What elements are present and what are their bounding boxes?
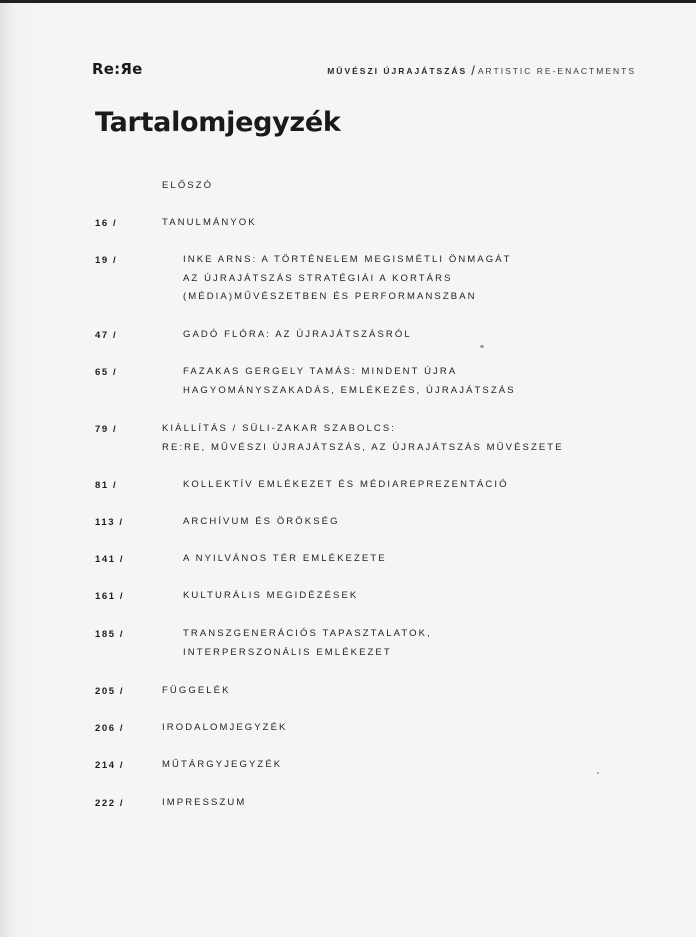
toc-entry-line: MŰTÁRGYJEGYZÉK [162, 759, 283, 770]
toc-entry-title [183, 251, 512, 307]
toc-entry-line: IMPRESSZUM [162, 797, 247, 808]
toc-page-number: 205 / [95, 686, 125, 697]
toc-page-number: 214 / [95, 760, 125, 771]
toc-entry-line: IRODALOMJEGYZÉK [162, 722, 288, 733]
toc-entry-line: KULTURÁLIS MEGIDÉZÉSEK [183, 590, 359, 601]
toc-page-number: 19 / [95, 255, 118, 266]
toc-entry-line: KOLLEKTÍV EMLÉKEZET ÉS MÉDIAREPREZENTÁCIÓ [183, 479, 509, 490]
publication-logo: Re:Яe [92, 60, 143, 78]
toc-page-number: 185 / [95, 629, 125, 640]
toc-entry-title [162, 719, 287, 738]
toc-page-number: 222 / [95, 798, 125, 809]
page-title: Tartalomjegyzék [95, 107, 341, 138]
toc-entry-title [162, 794, 246, 813]
toc-page-number: 113 / [95, 517, 124, 528]
running-header-separator: / [471, 63, 475, 78]
toc-entry-line: AZ ÚJRAJÁTSZÁS STRATÉGIÁI A KORTÁRS [183, 272, 453, 284]
toc-entry-line: FÜGGELÉK [162, 685, 231, 696]
toc-entry-line: RE:RE, MŰVÉSZI ÚJRAJÁTSZÁS, AZ ÚJRAJÁTSZÁS MŰVÉSZETE [162, 441, 564, 453]
toc-entry-line: ELŐSZÓ [162, 180, 214, 191]
toc-page-number: 47 / [95, 330, 118, 341]
running-header [327, 62, 636, 77]
page-top-edge [0, 0, 696, 3]
toc-entry-title [162, 682, 231, 701]
toc-entry-line: INKE ARNS: A TÖRTÉNELEM MEGISMÉTLI ÖNMAGÁT [183, 254, 512, 265]
scan-speck [597, 772, 599, 774]
toc-entry-line: ARCHÍVUM ÉS ÖRÖKSÉG [183, 516, 340, 527]
toc-entry-line: INTERPERSZONÁLIS EMLÉKEZET [183, 646, 392, 658]
toc-page-number: 16 / [95, 218, 118, 229]
toc-entry-title [183, 513, 340, 532]
toc-page-number: 141 / [95, 554, 125, 565]
toc-entry-line: HAGYOMÁNYSZAKADÁS, EMLÉKEZÉS, ÚJRAJÁTSZÁS [183, 384, 516, 396]
running-header-english: ARTISTIC RE-ENACTMENTS [477, 66, 636, 76]
toc-entry-line: (MÉDIA)MŰVÉSZETBEN ÉS PERFORMANSZBAN [183, 291, 477, 302]
toc-entry-title [183, 550, 387, 569]
toc-entry-line: FAZAKAS GERGELY TAMÁS: MINDENT ÚJRA [183, 366, 458, 377]
running-header-hungarian: MŰVÉSZI ÚJRAJÁTSZÁS [327, 66, 468, 76]
toc-entry-line: KIÁLLÍTÁS / SÜLI-ZAKAR SZABOLCS: [162, 423, 397, 434]
toc-entry-title [183, 587, 358, 606]
scan-speck [480, 345, 484, 348]
toc-page-number: 161 / [95, 591, 125, 602]
toc-page-number: 81 / [95, 480, 118, 491]
toc-entry-title [162, 756, 282, 775]
toc-entry-line: GADÓ FLÓRA: AZ ÚJRAJÁTSZÁSRÓL [183, 329, 412, 340]
toc-entry-title [183, 363, 516, 400]
toc-entry-line: TRANSZGENERÁCIÓS TAPASZTALATOK, [183, 628, 432, 639]
toc-page-number: 206 / [95, 723, 125, 734]
toc-entry-line: A NYILVÁNOS TÉR EMLÉKEZETE [183, 553, 387, 564]
toc-entry-title [162, 177, 213, 196]
toc-entry-title [162, 420, 564, 457]
toc-entry-title [183, 625, 432, 662]
toc-entry-line: TANULMÁNYOK [162, 217, 257, 228]
toc-entry-title [183, 326, 412, 345]
toc-page-number: 79 / [95, 424, 118, 435]
toc-page-number: 65 / [95, 367, 118, 378]
toc-entry-title [183, 476, 509, 495]
toc-entry-title [162, 214, 257, 233]
